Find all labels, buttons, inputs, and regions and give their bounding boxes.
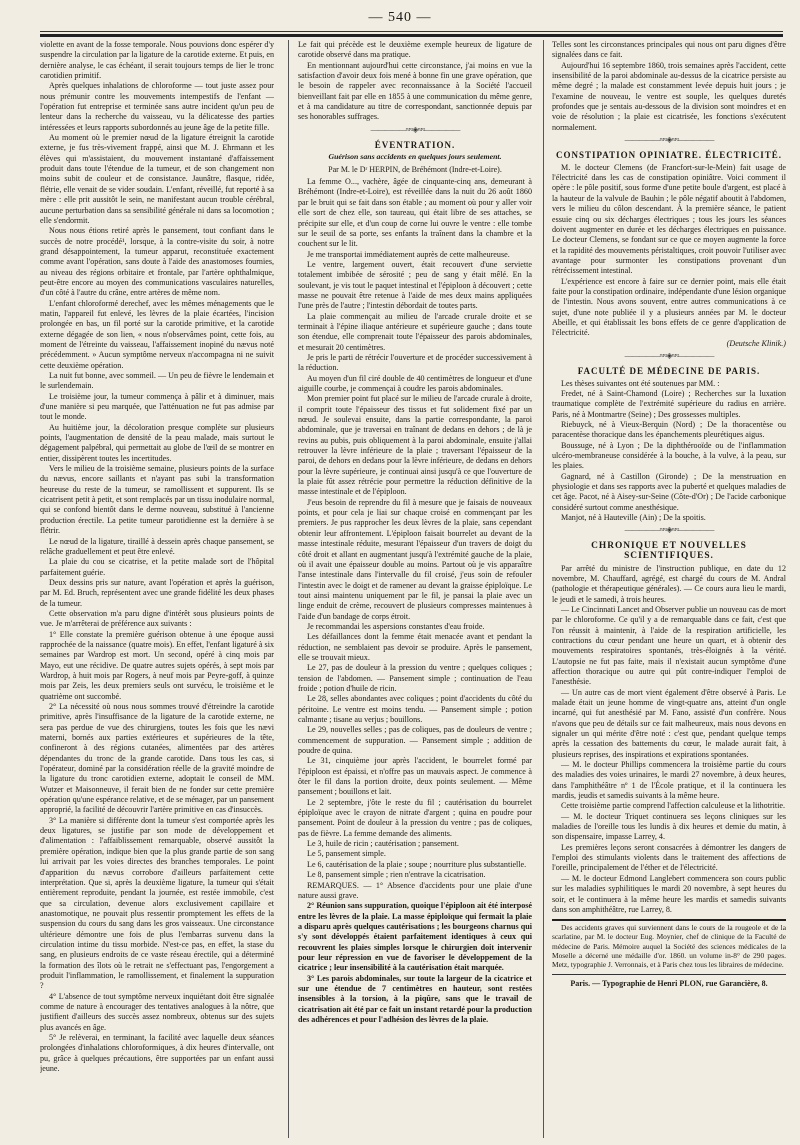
paragraph: Les thèses suivantes ont été soutenues par MM. : [561,378,720,388]
paragraph: Nous nous étions retiré après le pansement, tout confiant dans le succès de notre procédé¹, lorsque, à la contre-visite du soir, à notre grand désappointement, la tumeur apparut, reconstituée exactement comme avant l'opération, sans doute à l'aide des anastomoses fournies, au niveau des régions orbitaire et frontale, par l'artère ophthalmique, peut-être encore au moyen des communications vasculaires naturelles, d'un côté à l'autre du crâne, entre artères de même nom. [40,226,274,298]
paragraph: Au huitième jour, la décoloration presque complète sur plusieurs points, l'augmentation de densité de la peau malade, mais surtout le dégagement palpébral, qui permettait au globe de l'œil de se montrer en entier, dissipèrent toutes les incertitudes. [40,422,274,463]
printer-imprint: Paris. — Typographie de Henri PLON, rue Garancière, 8. [570,978,768,988]
paragraph: — Le Cincinnati Lancet and Observer publie un nouveau cas de mort par le chloroforme. Ce qu'il y a de remarquable dans ce fait, c'est que l'on réussit à maintenir, à l'aide de la respiration artificielle, les contractions du cœur pendant une heure un quart, et à obtenir des mouvements respiratoires spontanés, très-éloignés à la vérité. L'autopsie ne fut pas faite, mais il n'existait aucun symptôme d'une affection thoracique ou autre qui pût contre-indiquer l'emploi de l'anesthésie. [552,604,786,687]
paragraph: — Un autre cas de mort vient également d'être observé à Paris. Le malade était un jeune homme de vingt-quatre ans, atteint d'un ongle incarné, qui fut anesthésié par M. Fano, assisté d'un confrère. Nous n'avons que peu de détails sur ce fait malheureux, mais nous devons en signaler un qui mérite d'être noté : c'est que, pendant quelque temps après la cessation des battements du cœur, le malade aurait fait, à plusieurs reprises, des inspirations et expirations spontanées. [552,687,786,759]
paragraph: Cette observation m'a paru digne d'intérêt sous plusieurs points de vue. Je m'arrêterai de préférence aux suivants : [40,608,274,629]
paragraph: Le 28, selles abondantes avec coliques ; point d'accidents du côté du péritoine. Le ventre est moins tendu. — Pansement simple ; potion calmante ; tisane au verjus ; bouillons. [298,694,532,724]
section-title: CHRONIQUE ET NOUVELLES SCIENTIFIQUES. [591,540,747,562]
paragraph: Le troisième jour, la tumeur commença à pâlir et à diminuer, mais d'une manière si peu marquée, que l'atténuation ne fut pas admise par tout le monde. [40,391,274,422]
ornament-divider: —————≈≈◈≈≈————— [624,525,714,535]
paragraph: Fredet, né à Saint-Chamond (Loire) ; Recherches sur la luxation traumatique complète de l'extrémité supérieure du radius en arrière. Paris, né à Montmartre (Seine) ; Des grossesses multiples. [552,389,786,419]
paragraph: Le 3, huile de ricin ; cautérisation ; pansement. [307,839,459,849]
paragraph: Vers le milieu de la troisième semaine, plusieurs points de la surface du nævus, encore saillants et n'ayant pas subi la transformation heureuse du reste de la tumeur, se ramollissent et suppurent. Ils se cicatrisent petit à petit, et sont remplacés par un tissu inodulaire normal, qui se confond bientôt dans le derme nouveau, substitué à l'ancienne production érectile. La petite tumeur parotidienne est la dernière à se flétrir. [40,464,274,536]
paragraph: Riebuyck, né à Vieux-Berquin (Nord) ; De la thoracentèse ou paracentèse thoracique dans les épanchements pleurétiques aigus. [552,420,786,440]
paragraph: — M. le docteur Triquet continuera ses leçons cliniques sur les maladies de l'oreille tous les lundis à dix heures et demie du matin, à son dispensaire, impasse Larrey, 4. [552,811,786,842]
page-number: — 540 — [368,10,432,25]
paragraph: L'expérience est encore à faire sur ce dernier point, mais elle était faite pour la constipation ordinaire, indépendante d'une lésion organique de l'intestin. Nous avons souvent, entre autres communications à ce sujet, d'une note publiée il y a plusieurs années par M. le docteur Abeille, et qui établissait les bons effets de ce genre d'application de l'électricité. [552,276,786,338]
column-2 [298,40,532,1138]
paragraph: La femme O..., vachère, âgée de cinquante-cinq ans, demeurant à Bréhémont (Indre-et-Loire), est réveillée dans la nuit du 26 août 1860 par le bruit qui se fait dans son étable ; au moment où pour y aller voir elle sort de chez elle, son taureau, qui était libre de ses attaches, se précipite sur elle, et d'un coup de corne lui ouvre le ventre : elle tombe sur le seuil de sa porte, ses enfants la traînent dans la chambre et la couchent sur le lit. [298,177,532,249]
column-3 [552,40,786,1138]
paragraph: Le 8, pansement simple ; rien n'entrave la cicatrisation. [307,870,486,880]
remark: REMARQUES. — 1° Absence d'accidents pour une plaie d'une nature aussi grave. [298,880,532,900]
paragraph: Le 29, nouvelles selles ; pas de coliques, pas de douleurs de ventre ; commencement de suppuration. — Pansement simple ; addition de poudre de quina. [298,725,532,756]
author-line: Par M. le Dʳ HERPIN, de Bréhémont (Indre-et-Loire). [328,164,502,174]
book-notice: Des accidents graves qui surviennent dans le cours de la rougeole et de la scarlatine, par M. le docteur Eug. Moynier, chef de clinique de la Faculté de médecine de Paris. Mémoire auquel la Société des sciences médicales de la Moselle a décerné une médaille d'or. 1860. un volume in-8° de 290 pages. Metz, typographie J. Verronnais, et à Paris chez tous les libraires de médecine. [552,923,786,970]
paragraph: 4° L'absence de tout symptôme nerveux inquiétant doit être signalée comme de nature à encourager des tentatives analogues à la nôtre, que justifient d'ailleurs des succès assez nombreux, obtenus sur des sujets plus avancés en âge. [40,991,274,1032]
column-divider [543,40,544,1138]
paragraph: — M. le docteur Edmond Langlebert commencera son cours public sur les maladies syphilitiques le mardi 20 novembre, à sept heures du soir, et le continuera à la même heure les mardis et samedis suivants dans son amphithéâtre, rue Larrey, 8. [552,873,786,914]
paragraph: La nuit fut bonne, avec sommeil. — Un peu de fièvre le lendemain et le surlendemain. [40,371,274,391]
paragraph: Le 27, pas de douleur à la pression du ventre ; quelques coliques ; tension de l'abdomen. — Pansement simple ; continuation de l'eau froide ; potion d'huile de ricin. [298,663,532,693]
paragraph: Le 31, cinquième jour après l'accident, le bourrelet formé par l'épiploon est épaissi, et n'offre pas un mauvais aspect. Je commence à ôter le fil dans la portion droite, deux points seulement. — Même pansement ; bouillons et lait. [298,756,532,797]
paragraph: 3° La manière si différente dont la tumeur s'est comportée après les deux ligatures, se justifie par son mode de développement et d'alimentation : l'affaiblissement remarquable, observé aussitôt la première opération, indique bien que la plus grande partie de son sang lui arrivait par les voies directes des branches temporales. Le point d'apparition du nævus corrobore d'ailleurs parfaitement cette interprétation. Que si, après la deuxième ligature, la tumeur qui s'était entièrement reproduite, pendant la journée, est restée immobile, c'est que sa circulation, devenue alors exclusivement capillaire et anastomotique, ne pouvait plus ressentir promptement les effets de la suspension du cours du sang dans les gros vaisseaux. Une circonstance ultérieure démontre une fois de plus l'embarras survenu dans la circulation intime du tissu morbide. N'est-ce pas, en effet, la stase du sang, en plusieurs endroits de ce vaste réseau érectile, qui a déterminé la formation des îlots où le retrait ne s'effectuant pas, l'engorgement a produit l'inflammation, le ramollissement, et finalement la suppuration ? [40,815,274,991]
paragraph: Deux dessins pris sur nature, avant l'opération et après la guérison, par M. Ed. Bruch, représentent avec une grande fidélité les deux phases de la tumeur. [40,577,274,608]
paragraph: Je recommandai les aspersions constantes d'eau froide. [307,621,485,631]
paragraph: Les premières leçons seront consacrées à démontrer les dangers de l'emploi des stimulants violents dans le traitement des affections de l'oreille, principalement de l'éther et de l'électricité. [552,842,786,873]
header-rule [40,31,783,37]
column-divider [288,40,289,1138]
paragraph: 1° Elle constate la première guérison obtenue à une époque aussi rapprochée de la naissance (quatre mois). En effet, l'enfant ligaturé à six semaines par Wardrop est mort. Un second, opéré à cinq mois par Mayo, eut une récidive. De quatre autres sujets opérés, à sept mois par Wardrop, à huit mois par Rogers, à neuf mois par Peyre-goff, à quinze mois par Zeis, les deux premiers seuls ont survécu, le troisième et le quatrième ont succombé. [40,629,274,701]
paragraph: Mon premier point fut placé sur le milieu de l'arcade crurale à droite, il comprit toute l'épaisseur des tissus et fut solidement fixé par un nœud. Je soulevai ensuite, dans la partie correspondante, la paroi abdominale, que je traversai en traînant de dedans en dehors ; de là je revins au pubis, puis obliquement à la paroi abdominale, ensuite j'allai retrouver la lèvre inférieure de la plaie ; traversant l'épaisseur de la paroi, de dehors en dedans pour la lèvre inférieure, de dedans en dehors pour la lèvre supérieure, je continuai ainsi jusqu'à ce que l'ouverture de la plaie fût assez rétrécie pour permettre la réduction définitive de la masse intestinale et de l'épiploon. [298,394,532,497]
paragraph: J'eus besoin de reprendre du fil à mesure que je faisais de nouveaux points, et pour cela je liai sur chaque croisé en commençant par les premiers. Je pus rapprocher les deux lèvres de la plaie, sans cependant obtenir leur affrontement. L'épiploon faisait bourrelet au devant de la masse intestinale réduite, mesurant l'épaisseur d'un travers de doigt du côté droit et allant en augmentant jusqu'à l'extrémité gauche de la plaie, où il avait une épaisseur double au moins. Partout où je vis apparaître l'anse intestinale dans l'intervalle du fil croisé, j'eus soin de refouler l'intestin avec le doigt et de ramener au devant la graisse épiploïque. Le tout ainsi maintenu uniquement par le fil, je pansai la plaie avec un linge enduit de crème, recouvert de plusieurs compresses maintenues à l'aide d'un bandage de corps étroit. [298,497,532,621]
divider [552,919,786,921]
paragraph: Le 5, pansement simple. [307,849,386,859]
paragraph: Je pris le parti de rétrécir l'ouverture et de procéder successivement à la réduction. [298,352,532,373]
paragraph: Le 2 septembre, j'ôte le reste du fil ; cautérisation du bourrelet épiploïque avec le crayon de nitrate d'argent ; quina en poudre pour pansement. Point de douleur à la pression du ventre ; pas de coliques, pas de fièvre. La femme demande des aliments. [298,797,532,838]
section-title: FACULTÉ DE MÉDECINE DE PARIS. [577,366,761,377]
ornament-divider: —————≈≈◈≈≈————— [624,135,714,145]
paragraph: Après quelques inhalations de chloroforme — tout juste assez pour nous prémunir contre les mouvements intempestifs de l'enfant — l'opération fut entreprise et terminée sans autre incident qu'un peu de lenteur dans la recherche du vaisseau, vu la délicatesse des parties intéressées et leurs rapports subordonnés au jeune âge de la petite fille. [40,81,274,132]
paragraph: Les défaillances dont la femme était menacée avant et pendant la réduction, ne semblaient pas devoir se produire. Après le pansement, elle se trouvait mieux. [298,632,532,662]
paragraph: L'enfant chloroformé derechef, avec les mêmes ménagements que le matin, l'appareil fut enlevé, les lèvres de la plaie écartées, l'incision prolongée en bas, un fil porté sur la carotide primitive, et la carotide externe dégagée de son lien, « nous n'observâmes point, cette fois, au moment de l'étreinte du vaisseau, l'affaissement inopiné du nævus noté précédemment. » Aucun symptôme nerveux n'accompagna ni ne suivit cette deuxième opération. [40,298,274,370]
paragraph: Le 6, cautérisation de la plaie ; soupe ; nourriture plus substantielle. [307,859,527,869]
paragraph: Au moment où le premier nœud de la ligature étreignit la carotide externe, je fus très-vivement frappé, ainsi que M. J. Ehrmann et les élèves qui m'assistaient, du mouvement instantané d'affaissement produit dans toute l'étendue de la tumeur, et de son changement non moins subit de couleur et de consistance. Jaunâtre, flasque, ridée, flétrie, elle venait de se vider soudain. L'enfant, réveillé, fut reporté à sa mère : elle prit aussitôt le sein, ne manifestant aucun trouble cérébral, aucune perturbation dans sa sensibilité générale ni dans sa locomotion ; elle s'endormit. [40,133,274,225]
paragraph: Par arrêté du ministre de l'instruction publique, en date du 12 novembre, M. Chauffard, agrégé, est chargé du cours de M. Andral (pathologie et thérapeutique générales). — Ce cours aura lieu le mardi, le jeudi et le samedi, à trois heures. [552,563,786,604]
paragraph: Aujourd'hui 16 septembre 1860, trois semaines après l'accident, cette insensibilité de la paroi abdominale au-dessus de la cicatrice persiste au même degré ; la malade est constamment levée depuis huit jours ; je l'examine de nouveau, le ventre est souple, les quelques duretés profondes que je sentais au-dessous de la division sont moindres et en voie de résolution ; la plaie est cicatrisée, les fonctions s'exécutent normalement. [552,60,786,132]
paragraph: violette en avant de la fosse temporale. Nous pouvions donc espérer d'y suspendre la circulation par la ligature de la carotide externe. Et puis, en dernière analyse, le cas échéant, il serait toujours temps de lier le tronc carotidien primitif. [40,40,274,81]
column-1 [40,40,274,1138]
paragraph: La plaie du cou se cicatrise, et la petite malade sort de l'hôpital parfaitement guérie. [40,557,274,577]
section-subtitle: Guérison sans accidents en quelques jours seulement. [328,152,502,162]
paragraph: Gagnard, né à Castillon (Gironde) ; De la menstruation en physiologie et dans ses rapports avec la puberté et quelques maladies de cet âge. Pacot, né à Aisey-sur-Seine (Côte-d'Or) ; De l'acide carbonique considéré surtout comme anesthésique. [552,471,786,512]
paragraph: Manjot, né à Hauteville (Ain) ; De la spoitis. [561,513,706,523]
paragraph: La plaie commençait au milieu de l'arcade crurale droite et se terminait à l'épine iliaque antérieure et supérieure gauche ; dans toute son étendue, elle comprenait toute l'épaisseur des parois abdominales, et mesurait 20 centimètres. [298,311,532,352]
paragraph: Le fait qui précède est le deuxième exemple heureux de ligature de carotide observé dans ma pratique. [298,40,532,60]
remark: 2° Réunion sans suppuration, quoique l'épiploon ait été interposé entre les lèvres de la plaie. La masse épiploïque qui fermait la plaie a disparu après quelques cautérisations ; les bourgeons charnus qui s'y sont développés étaient parfaitement identiques à ceux qui recouvrent les plaies simples lorsque le chirurgien doit intervenir pour leur répression en vue de favoriser le développement de la cicatrice ; leur insensibilité à la cautérisation était marquée. [298,901,532,973]
source-citation: (Deutsche Klinik.) [726,338,786,348]
divider [552,974,786,975]
paragraph: Je me transportai immédiatement auprès de cette malheureuse. [307,249,510,259]
paragraph: Le ventre, largement ouvert, était recouvert d'une serviette totalement imbibée de sérosité ; peu de sang y était mêlé. En la soulevant, je vis tout le paquet intestinal et l'épiploon à découvert ; cette masse ne pouvait être retenue à l'aide de mes deux mains appliquées l'une près de l'autre ; l'intestin débordait de toutes parts. [298,259,532,311]
ornament-divider: —————≈≈◈≈≈————— [370,124,460,134]
paragraph: M. le docteur Clemens (de Francfort-sur-le-Mein) fait usage de l'électricité dans les cas de constipation opiniâtre. Voici comment il opère : le pôle positif, sous forme d'une petite boule d'argent, est placé à la hauteur de la valvule de Bauhin ; le pôle négatif aboutit à l'abdomen, vers le milieu du côlon descendant. À la première séance, le patient essuie cinq ou six décharges électriques ; tous les jours les séances doivent augmenter en durée et les décharges électriques en puissance. Le docteur Clemens, se fondant sur ce que ce moyen augmente la force et la rapidité des mouvements péristaltiques, croit pouvoir l'utiliser avec avantage pour surmonter les constipations provenant d'un rétrécissement intestinal. [552,162,786,276]
section-title: CONSTIPATION OPINIATRE. ÉLECTRICITÉ. [555,150,783,161]
paragraph: Boussuge, né à Lyon ; De la diphthérooïde ou de l'inflammation ulcéro-membraneuse considérée à la bouche, à la vulve, à la peau, sur les plaies. [552,440,786,471]
paragraph: En mentionnant aujourd'hui cette circonstance, j'ai moins en vue la satisfaction d'avoir deux fois mené à bonne fin une grave opération, que le besoin de rappeler avec reconnaissance à la Société l'accueil bienveillant fait par elle en 1855 à une communication du même genre, et à ma candidature au titre de correspondant, sanctionnée depuis par ses honorables suffrages. [298,60,532,122]
paragraph: Telles sont les circonstances principales qui nous ont paru dignes d'être signalées dans ce fait. [552,40,786,60]
paragraph: Cette troisième partie comprend l'affection calculeuse et la lithotritie. [561,801,786,811]
paragraph: 5° Je relèverai, en terminant, la facilité avec laquelle deux séances prolongées d'inhalations chloroformiques, à dix heures d'intervalle, ont pu, grâce à quelques précautions, être supportées par un enfant aussi jeune. [40,1033,274,1074]
paragraph: — M. le docteur Phillips commencera la troisième partie du cours des maladies des voies urinaires, le mardi 27 novembre, à deux heures, dans l'amphithéâtre nº 1 de l'École pratique, et il la continuera les mardis, jeudis et samedis suivants à la même heure. [552,760,786,801]
section-title: ÉVENTRATION. [374,140,456,151]
paragraph: Le nœud de la ligature, tiraillé à dessein après chaque pansement, se relâche graduellement et peut être enlevé. [40,536,274,556]
paragraph: 2° La nécessité où nous nous sommes trouvé d'étreindre la carotide primitive, après l'insuffisance de la ligature de la carotide externe, ne sera pas perdue de vue des chirurgiens, toutes les fois que les nævi materni, bornés aux parties extérieures et supérieures de la tête, confineront à des régions cutanées, alimentées par des artères dépendantes du tronc de la grande carotide. Dans tous les cas, si l'opérateur, dominé par la considération réelle de la gravité moindre de la ligature du tronc carotidien externe, adoptait le conseil de MM. Wutzer et Maisonneuve, il ferait bien de ne fonder sur cette première opération qu'une espérance relative, et de se ménager, par un pansement approprié, la facilité de découvrir l'artère primitive en cas d'insuccès. [40,702,274,815]
ornament-divider: —————≈≈◈≈≈————— [624,350,714,360]
remark: 3° Les parois abdominales, sur toute la largeur de la cicatrice et sur une étendue de 7 centimètres en hauteur, sont restées insensibles à la torsion, à la piqûre, sans que le travail de cicatrisation ait été par ce fait un instant retardé pour la production des adhérences et pour l'adhésion des lèvres de la plaie. [298,973,532,1024]
paragraph: Au moyen d'un fil ciré double de 40 centimètres de longueur et d'une aiguille courbe, je commençai à coudre les parois abdominales. [298,373,532,393]
